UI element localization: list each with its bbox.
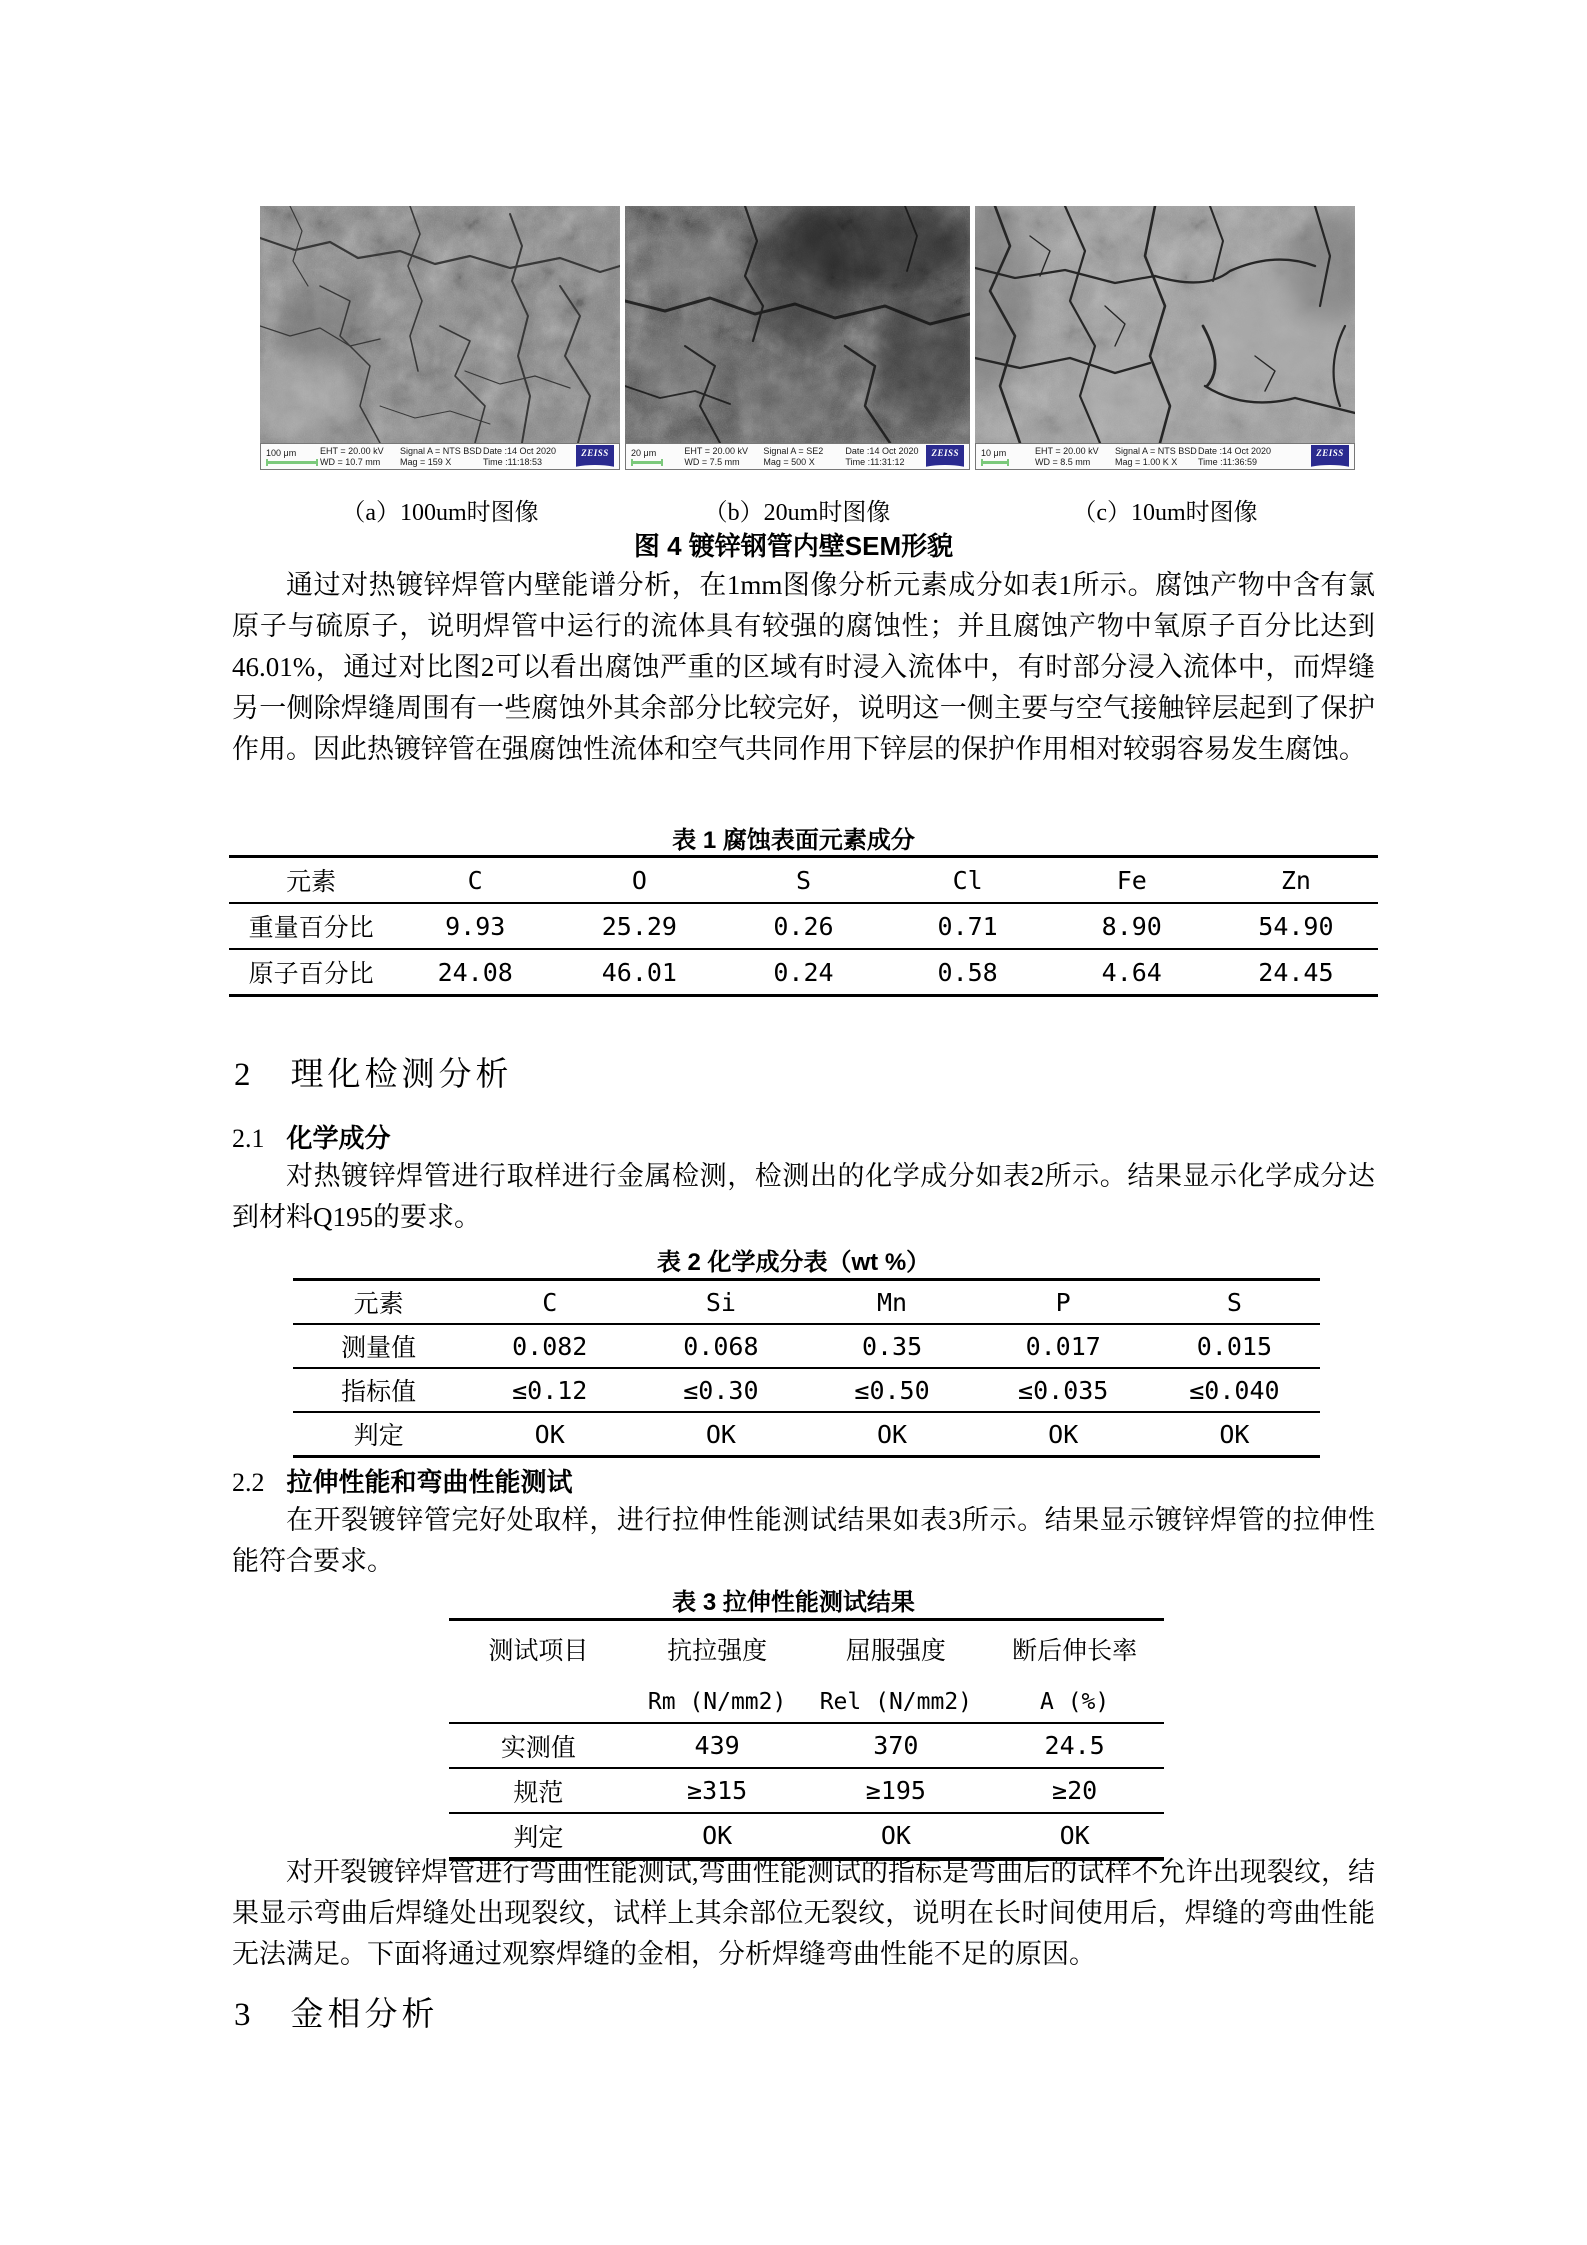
table2-title: 表 2 化学成分表（wt %）	[656, 1249, 931, 1276]
section-title: 拉伸性能和弯曲性能测试	[286, 1467, 573, 1497]
header-cell: S	[795, 865, 812, 895]
value-cell: 0.068	[683, 1331, 759, 1361]
figure-title: 图 4 镀锌钢管内壁SEM形貌	[633, 531, 954, 561]
sem-micrograph-b	[625, 206, 970, 443]
header-cell: Zn	[1280, 865, 1311, 895]
value-cell: 0.082	[512, 1331, 588, 1361]
value-cell: 0.26	[773, 911, 834, 941]
mag-value: Mag = 159 X	[400, 457, 452, 467]
value-cell: 4.64	[1101, 957, 1162, 987]
section-number: 2.1	[232, 1124, 265, 1153]
value-cell: 0.35	[861, 1331, 923, 1361]
zeiss-logo: ZEISS	[1311, 445, 1349, 469]
section-number: 2	[234, 1057, 251, 1093]
header-cell: C	[542, 1287, 558, 1317]
time-value: Time :11:31:12	[845, 457, 905, 467]
table1-row-atomic	[229, 949, 1378, 996]
scale-label: 10 μm	[981, 447, 1007, 458]
sem-info-bar	[625, 443, 970, 470]
sem-micrograph-a	[260, 206, 620, 443]
value-cell: 0.71	[937, 911, 998, 941]
value-cell: OK	[1048, 1419, 1079, 1449]
table-corrosion-elements	[229, 855, 1378, 997]
time-value: Time :11:18:53	[483, 457, 543, 467]
value-cell: 370	[873, 1731, 919, 1760]
header-cell: 断后伸长率 A (%)	[1012, 1638, 1138, 1715]
value-cell: OK	[1219, 1419, 1250, 1449]
value-cell: ≤0.035	[1018, 1375, 1109, 1405]
time-value: Time :11:36:59	[1198, 457, 1258, 467]
wd-value: WD = 7.5 mm	[684, 457, 740, 467]
signal-column	[400, 446, 483, 467]
scale-label: 100 μm	[266, 447, 297, 458]
paragraph-chemical: 对热镀锌焊管进行取样进行金属检测，检测出的化学成分如表2所示。结果显示化学成分达到材料Q195的要求。	[232, 1161, 1375, 1232]
table2-header-row	[293, 1280, 1320, 1325]
section-2-2-heading	[232, 1462, 573, 1499]
section-title: 金相分析	[290, 1997, 439, 2033]
value-cell: 0.24	[773, 957, 834, 987]
scale-bar	[981, 459, 1009, 466]
signal-value: Signal A = SE2	[763, 446, 824, 456]
sem-image-c	[975, 206, 1355, 470]
table2-row-measured	[293, 1324, 1320, 1368]
sem-image-a	[260, 206, 620, 470]
eht-value: EHT = 20.00 kV	[320, 446, 384, 456]
beam-column	[684, 446, 763, 467]
header-cell: P	[1055, 1287, 1071, 1317]
value-cell: 46.01	[601, 957, 677, 987]
value-cell: OK	[876, 1419, 908, 1449]
beam-column	[320, 446, 400, 467]
header-cell: Si	[705, 1287, 736, 1317]
header-cell: C	[467, 865, 483, 895]
section-3-heading	[234, 1988, 439, 2035]
value-cell: ≤0.040	[1189, 1375, 1280, 1405]
value-cell: 25.29	[601, 911, 677, 941]
figure-caption-a: （a）100um时图像	[341, 500, 539, 526]
row-label: 判定	[353, 1423, 404, 1450]
header-cell: Mn	[876, 1287, 908, 1317]
value-cell: OK	[1059, 1821, 1090, 1850]
beam-column	[1035, 446, 1115, 467]
table-tensile-results	[449, 1618, 1164, 1861]
eht-value: EHT = 20.00 kV	[684, 446, 748, 456]
figure-caption-c: （c）10um时图像	[1072, 500, 1258, 526]
section-number: 2.2	[232, 1468, 265, 1497]
row-label: 重量百分比	[248, 915, 374, 942]
signal-column	[763, 446, 845, 467]
eht-value: EHT = 20.00 kV	[1035, 446, 1099, 456]
date-column	[845, 446, 926, 467]
value-cell: 24.5	[1044, 1731, 1105, 1760]
wd-value: WD = 8.5 mm	[1035, 457, 1091, 467]
paragraph-eds-analysis: 通过对热镀锌焊管内壁能谱分析，在1mm图像分析元素成分如表1所示。腐蚀产物中含有氯原子与硫原子，说明焊管中运行的流体具有较强的腐蚀性；并且腐蚀产物中氧原子百分比达到46.01%，通过对比图2可以看出腐蚀严重的区域有时浸入流体中，有时部分浸入流体中，而焊缝另一侧除焊缝周围有一些腐蚀外其余部分比较完好，说明这一侧主要与空气接触锌层起到了保护作用。因此热镀锌管在强腐蚀性流体和空气共同作用下锌层的保护作用相对较弱容易发生腐蚀。	[232, 570, 1375, 764]
section-number: 3	[234, 1997, 251, 2033]
signal-column	[1115, 446, 1198, 467]
header-cell: 元素	[286, 869, 337, 896]
value-cell: ≥315	[687, 1776, 748, 1805]
mag-value: Mag = 1.00 K X	[1115, 457, 1178, 467]
zeiss-logo: ZEISS	[926, 445, 964, 469]
table3-row-spec	[449, 1768, 1164, 1813]
sem-image-b	[625, 206, 970, 470]
value-cell: 439	[694, 1731, 740, 1760]
zeiss-logo: ZEISS	[576, 445, 614, 469]
scale-label: 20 μm	[631, 447, 657, 458]
row-label: 原子百分比	[248, 961, 374, 988]
value-cell: 0.58	[937, 957, 998, 987]
table2-row-judgement	[293, 1412, 1320, 1457]
row-label: 测量值	[341, 1335, 417, 1362]
row-label: 指标值	[341, 1379, 417, 1406]
header-cell: S	[1226, 1287, 1242, 1317]
value-cell: 54.90	[1258, 911, 1334, 941]
section-2-heading	[234, 1048, 513, 1095]
scale-column	[981, 448, 1035, 466]
date-column	[483, 446, 565, 467]
date-value: Date :14 Oct 2020	[483, 446, 557, 456]
mag-value: Mag = 500 X	[763, 457, 815, 467]
table2-row-spec	[293, 1368, 1320, 1412]
wd-value: WD = 10.7 mm	[320, 457, 381, 467]
table3-header-row	[449, 1620, 1164, 1724]
header-cell: O	[631, 865, 647, 895]
table-chemical-composition	[293, 1278, 1320, 1458]
value-cell: OK	[702, 1821, 733, 1850]
section-2-1-heading	[232, 1118, 391, 1155]
scale-column	[266, 448, 320, 466]
value-cell: 0.015	[1196, 1331, 1273, 1361]
header-cell: 元素	[353, 1291, 404, 1318]
value-cell: 0.017	[1025, 1331, 1101, 1361]
sem-info-bar	[260, 443, 620, 470]
value-cell: ≥20	[1052, 1776, 1098, 1805]
value-cell: 9.93	[445, 911, 506, 941]
row-label: 判定	[513, 1824, 564, 1852]
paragraph-tensile: 在开裂镀锌管完好处取样，进行拉伸性能测试结果如表3所示。结果显示镀锌焊管的拉伸性能符合要求。	[232, 1505, 1375, 1576]
signal-value: Signal A = NTS BSD	[1115, 446, 1197, 456]
value-cell: 24.08	[437, 957, 513, 987]
section-title: 理化检测分析	[290, 1057, 513, 1093]
paragraph-bending: 对开裂镀锌焊管进行弯曲性能测试,弯曲性能测试的指标是弯曲后的试样不允许出现裂纹，结果显示弯曲后焊缝处出现裂纹，试样上其余部位无裂纹，说明在长时间使用后，焊缝的弯曲性能无法满足。下面将通过观察焊缝的金相，分析焊缝弯曲性能不足的原因。	[232, 1857, 1375, 1969]
table3-row-measured	[449, 1723, 1164, 1768]
figure-caption-b: （b）20um时图像	[703, 500, 891, 526]
sem-info-bar	[975, 443, 1355, 470]
header-cell: Cl	[952, 865, 983, 895]
value-cell: ≤0.50	[854, 1375, 930, 1405]
table3-title: 表 3 拉伸性能测试结果	[672, 1589, 915, 1616]
date-value: Date :14 Oct 2020	[845, 446, 919, 456]
date-column	[1198, 446, 1280, 467]
section-title: 化学成分	[286, 1123, 391, 1153]
header-cell: 测试项目	[488, 1638, 589, 1665]
value-cell: ≤0.12	[512, 1375, 588, 1405]
value-cell: 24.45	[1258, 957, 1334, 987]
table1-title: 表 1 腐蚀表面元素成分	[672, 827, 915, 854]
value-cell: ≥195	[865, 1776, 926, 1805]
value-cell: OK	[705, 1419, 736, 1449]
value-cell: OK	[880, 1821, 911, 1850]
table1-row-weight	[229, 903, 1378, 949]
header-cell: 屈服强度 Rel (N/mm2)	[819, 1638, 973, 1715]
value-cell: 8.90	[1101, 911, 1162, 941]
sem-micrograph-c	[975, 206, 1355, 443]
header-cell: 抗拉强度 Rm (N/mm2)	[647, 1638, 787, 1715]
row-label: 实测值	[500, 1734, 576, 1762]
row-label: 规范	[513, 1779, 564, 1807]
value-cell: ≤0.30	[683, 1375, 759, 1405]
scale-bar	[266, 459, 318, 466]
value-cell: OK	[534, 1419, 565, 1449]
date-value: Date :14 Oct 2020	[1198, 446, 1272, 456]
table1-header-row	[229, 857, 1378, 904]
scale-bar	[631, 459, 663, 466]
header-cell: Fe	[1116, 865, 1147, 895]
signal-value: Signal A = NTS BSD	[400, 446, 482, 456]
scale-column	[631, 448, 684, 466]
